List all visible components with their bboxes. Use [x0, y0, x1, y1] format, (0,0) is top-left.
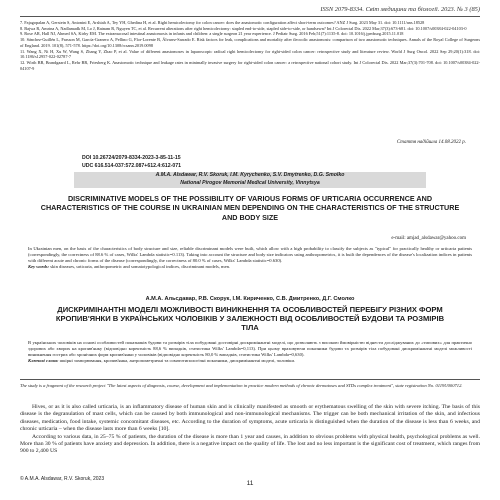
- authors-ua: А.М.А. Альсдавар, Р.В. Скорук, І.М. Кириченко, С.В. Дмитренко, Д.Г. Смолко: [145, 296, 355, 302]
- abstract-en-text: In Ukrainian men, on the basis of the characteristics of body structure and size, reliable discriminant models were built, which allow with a high probability to classify the subjects as "typical" for practically healthy or urticaria patients (correspondingly, the correctness of 88.6 % of cases, Wilks' Lambda statistic=0.113). Taking into account the structure and body size indicators using anthropometrics, it is built the dependences of the disease's localization indices in patients with different acute and chronic forms of the disease (correspondingly, the correctness of 80.0 % of cases, Wilks' Lambda statistic=0.630).: [28, 246, 472, 263]
- reference-list: [20, 20, 480, 71]
- reference-item: 9. Rose AR, Hall NJ, Ahmed SA, Kirby EM. The extramucosal intestinal anastomosis in infants and children: a single surgeon 21 year experience. J Pediatr Surg. 2016 Feb;51(7):1135-8. doi: 10.1016/j.jpedsurg.2015.11.018: [20, 31, 404, 37]
- reference-item: 7. Fajagopalan A, Gerstein S, Antonini E, Arshiah A, Tey YH, Ghedina H, et al. Right hemicolectomy for colon cancer: does the anastomotic configuration affect short-term outcomes? ANZ J Surg. 2023 May 31. doi: 10.1111/ans.18528: [20, 20, 425, 25]
- body-paragraph: Hives, or as it is also called urticaria, is an inflammatory disease of human skin and is clinically manifested as smooth or erythematous swelling of the skin with severe itching. The basis of this disease is the degranulation of mast cells, which can be caused by both immunological and non-immunological mechanisms. The trigger can be both mechanical irritation of the skin, and infectious diseases, medication, food intake, systemic concomitant diseases, etc. According to the duration of symptoms, acute urticaria is distinguished when the duration of the disease is less than 6 weeks, and chronic urticaria – when the disease lasts more than 6 weeks [10].: [20, 404, 480, 433]
- keywords-ua: [28, 358, 472, 364]
- journal-page: [20, 0, 480, 500]
- udc-line: UDC 616.514-037:572.087+612.4:612-071: [82, 163, 182, 169]
- page-number: 11: [246, 480, 254, 487]
- body-paragraph: According to various data, in 25–75 % of patients, the duration of the disease is more than 1 year and causes, in addition to obvious problems with physical health, psychological problems as well. More than 30 % of patients have anxiety and depression. In addition, there is a negative impact on the quality of life. The lost and no less important is the significant cost of treatment, which ranges from 900 to 2,400 US: [20, 433, 480, 455]
- reference-item: 11. Wang X, Ni H, Xu W, Wang S, Zhang Y, Zhao P, et al. Value of different anastomoses in laparoscopic radical right hemicolectomy for right-sided colon cancer: retrospective study and literature review. World J Surg Oncol. 2022 Sep 29;20(1):318. doi: 10.1186/s12957-022-02787-7: [20, 48, 480, 60]
- keywords-text: skin diseases, urticaria, anthropometric and somatotypological indices, discriminant models, men.: [50, 264, 231, 269]
- reference-item: 10. Sánchez-Guillén L, Frasson M, García-Granero A, Pellino G, Flor-Lorente B, Álvarez-Sarrado E. Risk factors for leak, complications and mortality after ileocolic anastomosis: comparison of two anastomotic techniques. Annals of the Royal College of Surgeons of England. 2019. 101(8), 571-578. https://doi.org/10.1308/rcsann.2019.0098: [20, 37, 480, 48]
- research-note: The study is a fragment of the research project "The latest aspects of diagnosis, course, development and implementation in practice modern methods of chronic dermatoses and STDs complex treatment", state registration No. 0119U000712.: [20, 383, 463, 388]
- keywords-text: шкірні захворювання, кропив'янка, антропометричні та соматотипологічні показники, дискримінантні моделі, чоловіки.: [59, 358, 296, 363]
- abstract-ua-text: В українських чоловіків на основі особливостей показників будови та розмірів тіла побудовані достовірні дискримінантні моделі, що дозволяють з високою ймовірністю віднести досліджуваних до «типових» для практично здорових або хворих на кропив'янку (відповідно коректність 88,6 % випадків, статистика Wilks' Lambda=0,113). При цьому враховуючи показники будови та розмірів тіла побудовані дискримінантні моделі можливості виникнення гострих або хронічних форм кропив'янки у чоловіків (відповідно коректність 80,0 % випадків, статистика Wilks' Lambda=0,630).: [28, 340, 472, 357]
- reference-item: 8. Bajwa R, Amrina A, Nadlamadk M, Lo J, Ratnam R, Nguyen TC, et al. Recurrent alterations after right hemicolectomy: stapled end-to-side, stapled side-to-side, or handsewn? Int J Colorectal Dis. 2022 Mar;37(3):673-681. doi: 10.1007/s00384-022-04103-0: [20, 25, 467, 31]
- running-head: ISSN 2079-8334. Світ медицини та біології. 2023. № 3 (85): [320, 6, 480, 13]
- keywords-label: Key words:: [28, 264, 50, 269]
- keywords-en: [28, 264, 472, 270]
- section-divider: [20, 379, 480, 380]
- copyright-line: © A.M.A. Alsdawar, R.V. Skoruk, 2023: [20, 476, 105, 482]
- article-title-ua: ДИСКРИМІНАНТНІ МОДЕЛІ МОЖЛИВОСТІ ВИНИКНЕННЯ ТА ОСОБЛИВОСТЕЙ ПЕРЕБІГУ РІЗНИХ ФОРМ КРОПИВ'ЯНКИ В УКРАЇНСЬКИХ ЧОЛОВІКІВ У ЗАЛЕЖНОСТІ ВІД ОСОБЛИВОСТЕЙ БУДОВИ ТА РОЗМІРІВ ТІЛА: [55, 305, 445, 333]
- article-identifiers: [82, 154, 181, 170]
- received-date: Стаття надійшла 14.08.2022 р.: [396, 140, 466, 145]
- affiliation: National Pirogov Memorial Medical University, Vinnytsya: [180, 179, 320, 186]
- contact-email: e-mail: amjad_alsdawar@yahoo.com: [391, 236, 466, 241]
- authors-banner: [74, 172, 426, 188]
- doi-line: DOI 10.26724/2079-8334-2023-3-85-11-15: [82, 155, 181, 161]
- header-rule: [20, 16, 480, 17]
- keywords-label: Ключові слова:: [28, 358, 59, 363]
- abstract-en: [28, 246, 472, 270]
- reference-item: 12. Wirth BB, Brandgaard L, Rehr BR, Friesberg K. Anastomotic technique and leakage rates in minimally invasive surgery for right-sided colon cancer: a retrospective national cohort study. Int J Colorectal Dis. 2022 Mar;37(3):701-708. doi: 10.1007/s00384-022-04107-9: [20, 59, 480, 71]
- article-title-en: DISCRIMINATIVE MODELS OF THE POSSIBILITY OF VARIOUS FORMS OF URTICARIA OCCURRENCE AND CHARACTERISTICS OF THE COURSE IN UKRAINIAN MEN DEPENDING ON THE CHARACTERISTICS OF THE STRUCTURE AND BODY SIZE: [40, 194, 460, 222]
- abstract-ua: [28, 340, 472, 364]
- body-text: [20, 404, 480, 456]
- authors-en: A.M.A. Alsdawar, R.V. Skoruk, I.M. Kyrychenko, S.V. Dmytrenko, D.G. Smolko: [155, 172, 345, 178]
